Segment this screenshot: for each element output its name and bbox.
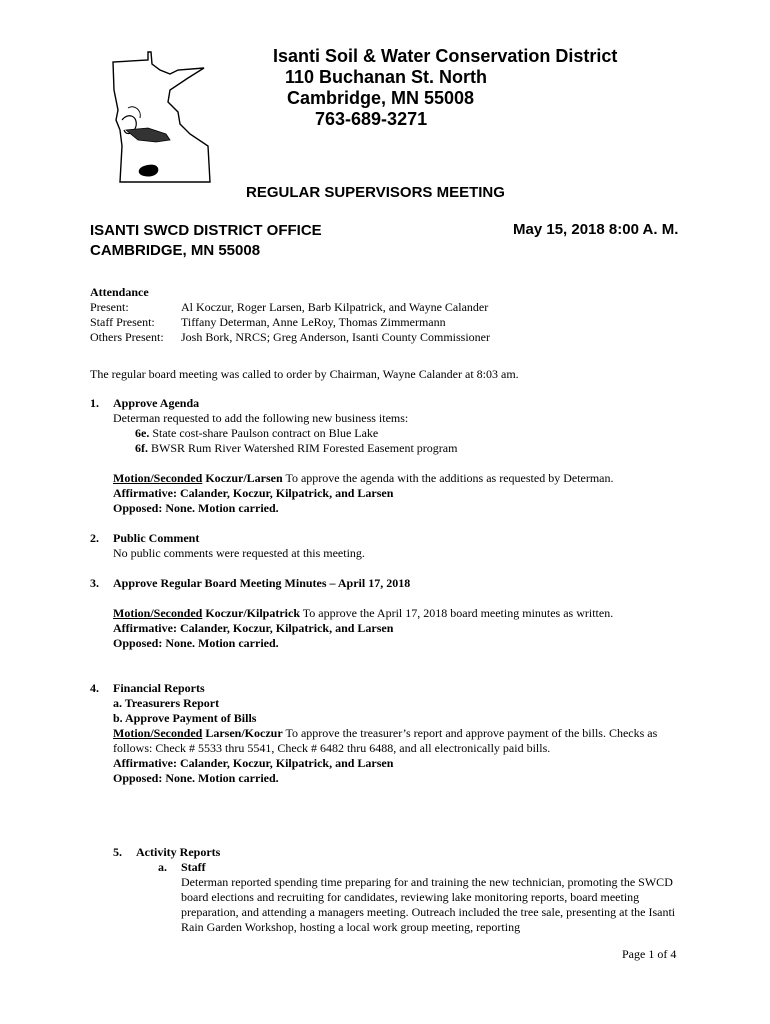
item-number: 5. [113,845,122,859]
item-title: Financial Reports [113,681,205,695]
new-business-item: 6f. BWSR Rum River Watershed RIM Forested Easement program [135,441,458,455]
minnesota-map-logo [108,50,216,188]
affirmative-line: Affirmative: Calander, Koczur, Kilpatrick, and Larsen [113,621,394,635]
item-number: 4. [90,681,99,695]
sub-item-letter: a. [158,860,167,874]
opposed-line: Opposed: None. Motion carried. [113,501,279,515]
attendance-label: Staff Present: [90,315,155,329]
attendance-value: Tiffany Determan, Anne LeRoy, Thomas Zimmermann [181,315,446,329]
office-block [90,221,322,261]
attendance-value: Al Koczur, Roger Larsen, Barb Kilpatrick, and Wayne Calander [181,300,489,314]
motion-line: Motion/Seconded Koczur/Kilpatrick To approve the April 17, 2018 board meeting minutes as written. [113,606,614,620]
item-text: Determan requested to add the following new business items: [113,411,409,425]
agenda-item-3 [90,576,690,651]
motion-line: Motion/Seconded Koczur/Larsen To approve the agenda with the additions as requested by Determan. [113,471,614,485]
org-city: Cambridge, MN 55008 [287,88,475,108]
attendance-row [90,315,690,330]
org-header [265,46,617,130]
item-text: No public comments were requested at this meeting. [113,546,365,560]
agenda-item-1 [90,396,690,516]
page-number: Page 1 of 4 [622,947,677,961]
attendance-value: Josh Bork, NRCS; Greg Anderson, Isanti County Commissioner [181,330,491,344]
motion-line: Motion/Seconded Larsen/Koczur To approve the treasurer’s report and approve payment of the bills. Checks as follows: Check # 5533 thru 5541, Check # 6482 thru 6488, and all electronically paid bills. [113,726,658,755]
org-name: Isanti Soil & Water Conservation District [273,46,618,66]
org-street: 110 Buchanan St. North [285,67,488,87]
attendance-row [90,330,690,345]
item-title: Approve Regular Board Meeting Minutes – April 17, 2018 [113,576,411,590]
item-title: Activity Reports [136,845,221,859]
attendance-label: Present: [90,300,129,314]
attendance-row [90,300,690,315]
sub-item: b. Approve Payment of Bills [113,711,257,725]
item-number: 1. [90,396,99,410]
item-title: Approve Agenda [113,396,200,410]
sub-item-title: Staff [181,860,206,874]
attendance-section [90,285,690,345]
office-line-2: CAMBRIDGE, MN 55008 [90,242,261,259]
agenda-item-5 [113,845,690,935]
attendance-heading: Attendance [90,285,149,299]
item-number: 2. [90,531,99,545]
new-business-item: 6e. State cost-share Paulson contract on Blue Lake [135,426,379,440]
meeting-title: REGULAR SUPERVISORS MEETING [246,184,505,201]
org-phone: 763-689-3271 [315,109,428,129]
office-line-1: ISANTI SWCD DISTRICT OFFICE [90,222,322,239]
staff-report-text: Determan reported spending time preparing for and training the new technician, promoting the SWCD board elections and recruiting for candidates, reviewing lake monitoring reports, board meeting preparation, and attending a managers meeting. Outreach included the tree sale, presenting at the Isanti Rain Garden Workshop, hosting a local work group meeting, reporting [181,875,676,934]
affirmative-line: Affirmative: Calander, Koczur, Kilpatrick, and Larsen [113,756,394,770]
opposed-line: Opposed: None. Motion carried. [113,771,279,785]
attendance-label: Others Present: [90,330,164,344]
agenda-item-2 [90,531,690,561]
opposed-line: Opposed: None. Motion carried. [113,636,279,650]
minutes-body [90,285,690,935]
call-to-order: The regular board meeting was called to order by Chairman, Wayne Calander at 8:03 am. [90,367,519,381]
agenda-item-4 [90,681,690,786]
item-title: Public Comment [113,531,200,545]
meeting-date: May 15, 2018 8:00 A. M. [513,221,679,238]
item-number: 3. [90,576,99,590]
affirmative-line: Affirmative: Calander, Koczur, Kilpatrick, and Larsen [113,486,394,500]
sub-item: a. Treasurers Report [113,696,220,710]
